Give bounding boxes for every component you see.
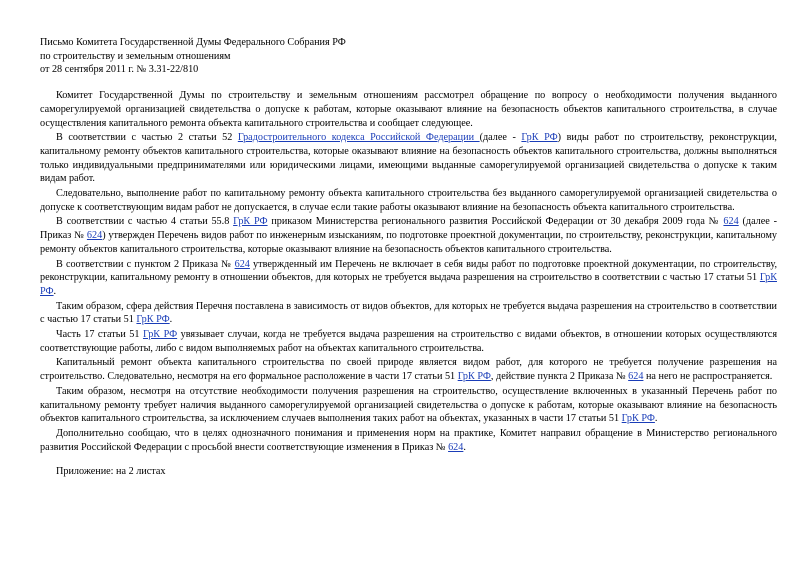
paragraph-text: Следовательно, выполнение работ по капитальному ремонту объекта капитального строительства без выданного саморегулируемой организацией свидетельства о допуске к соответствующим видам работ не допускается, в случае если такие работы оказывают влияние на безопасность объекта капитального строительства. bbox=[40, 188, 777, 213]
paragraph bbox=[40, 89, 777, 130]
paragraph-text: . bbox=[53, 285, 57, 297]
header-line-2: по строительству и земельным отношениям bbox=[40, 50, 231, 62]
link-grk-rf[interactable]: ГрК РФ bbox=[521, 132, 558, 144]
header-line-1: Письмо Комитета Государственной Думы Федерального Собрания РФ bbox=[40, 37, 346, 48]
document-page bbox=[40, 36, 777, 479]
link-order-624[interactable]: 624 bbox=[628, 371, 644, 383]
letter-body bbox=[40, 89, 777, 454]
paragraph-text: увязывает случаи, когда не требуется выдача разрешения на строительство с видами объектов, в отношении которых осуществляются соответствующие работы, либо с видом выполняемых работ на объектах капитального строительства. bbox=[40, 329, 777, 354]
link-grk-rf[interactable]: ГрК РФ bbox=[233, 216, 268, 228]
letter-header bbox=[40, 36, 777, 77]
paragraph-text: . bbox=[169, 314, 173, 326]
link-order-624[interactable]: 624 bbox=[86, 230, 103, 242]
paragraph-text: . bbox=[463, 441, 466, 453]
header-line-3: от 28 сентября 2011 г. № 3.31-22/810 bbox=[40, 64, 199, 76]
paragraph-text: (далее - Приказ № bbox=[40, 216, 777, 242]
paragraph bbox=[40, 258, 777, 299]
link-grk-rf[interactable]: ГрК РФ bbox=[136, 314, 170, 326]
paragraph bbox=[40, 131, 777, 186]
attachment-note: Приложение: на 2 листах bbox=[56, 466, 166, 478]
link-order-624[interactable]: 624 bbox=[723, 216, 739, 228]
paragraph-text: Комитет Государственной Думы по строительству и земельным отношениям рассмотрел обращение по вопросу о необходимости получения выданного саморегулируемой организацией свидетельства о допуске к работам, которые оказывают влияние на безопасность объектов капитального строительства, в случае осуществления капитального ремонта объекта капитального строительства и сообщает следующее. bbox=[40, 90, 777, 129]
link-order-624[interactable]: 624 bbox=[234, 258, 250, 270]
paragraph bbox=[40, 300, 777, 327]
link-order-624[interactable]: 624 bbox=[448, 441, 464, 453]
paragraph bbox=[40, 215, 777, 256]
paragraph-text: Таким образом, несмотря на отсутствие необходимости получения разрешения на строительство, осуществление включенных в указанный Перечень работ по капитальному ремонту требует наличия выданного саморегулируемой организацией свидетельства о допуске к работам, которые оказывают влияние на безопасность объектов капитального строительства, за исключением случаев выполнения таких работ на объектах, указанных в части 17 статьи 51 bbox=[40, 385, 777, 425]
paragraph bbox=[40, 385, 777, 426]
paragraph-text: Капитальный ремонт объекта капитального строительства по своей природе является видом работ, для которого не требуется получение разрешения на строительство. Следовательно, несмотря на его формальное расположение в части 17 статьи 51 bbox=[40, 357, 777, 383]
paragraph bbox=[40, 328, 777, 355]
paragraph-text: приказом Министерства регионального развития Российской Федерации от 30 декабря 2009 года № bbox=[267, 216, 724, 228]
paragraph-text: , действие пункта 2 Приказа № bbox=[490, 371, 629, 383]
paragraph-text: В соответствии с частью 2 статьи 52 bbox=[56, 132, 238, 144]
link-grk-rf[interactable]: ГрК РФ bbox=[142, 329, 178, 341]
paragraph-text: на него не распространяется. bbox=[643, 371, 773, 383]
paragraph-text: В соответствии с частью 4 статьи 55.8 bbox=[56, 216, 234, 228]
paragraph bbox=[40, 427, 777, 454]
paragraph bbox=[40, 187, 777, 214]
paragraph-text: Таким образом, сфера действия Перечня поставлена в зависимость от видов объектов, для которых не требуется выдача разрешения на строительство в соответствии с частью 17 статьи 51 bbox=[40, 300, 777, 326]
paragraph-text: . bbox=[654, 413, 658, 425]
paragraph-text: Часть 17 статьи 51 bbox=[56, 329, 143, 341]
link-grk-rf-full[interactable]: Градостроительного кодекса Российской Федерации bbox=[237, 132, 480, 144]
paragraph-text: утвержденный им Перечень не включает в себя виды работ по подготовке проектной документации, по строительству, реконструкции, капитальному ремонту в отношении объектов, для которых не требуется выдача разрешения на строительство в соответствии с частью 17 статьи 51 bbox=[40, 258, 778, 284]
paragraph-text: (далее - bbox=[479, 132, 522, 144]
link-grk-rf[interactable]: ГрК РФ bbox=[457, 371, 491, 383]
link-grk-rf[interactable]: ГрК РФ bbox=[40, 272, 777, 297]
paragraph-text: ) утвержден Перечень видов работ по инженерным изысканиям, по подготовке проектной документации, по строительству, реконструкции, капитальному ремонту объектов капитального строительства, которые оказывают влияние на безопасность объектов капитального строительства. bbox=[40, 230, 777, 255]
paragraph-text: ) виды работ по строительству, реконструкции, капитальному ремонту объектов капитального строительства, которые оказывают влияние на безопасность объектов капитального строительства, должны выполняться только индивидуальными предпринимателями или юридическими лицами, имеющими выданные саморегулируемой организацией свидетельства о допуске к таким видам работ. bbox=[40, 132, 777, 185]
link-grk-rf[interactable]: ГрК РФ bbox=[621, 413, 655, 425]
paragraph-text: Дополнительно сообщаю, что в целях однозначного понимания и применения норм на практике, Комитет направил обращение в Министерство регионального развития Российской Федерации с просьбой внести соответствующие изменения в Приказ № bbox=[40, 427, 777, 453]
paragraph bbox=[40, 356, 777, 383]
paragraph-text: В соответствии с пунктом 2 Приказа № bbox=[56, 258, 235, 270]
